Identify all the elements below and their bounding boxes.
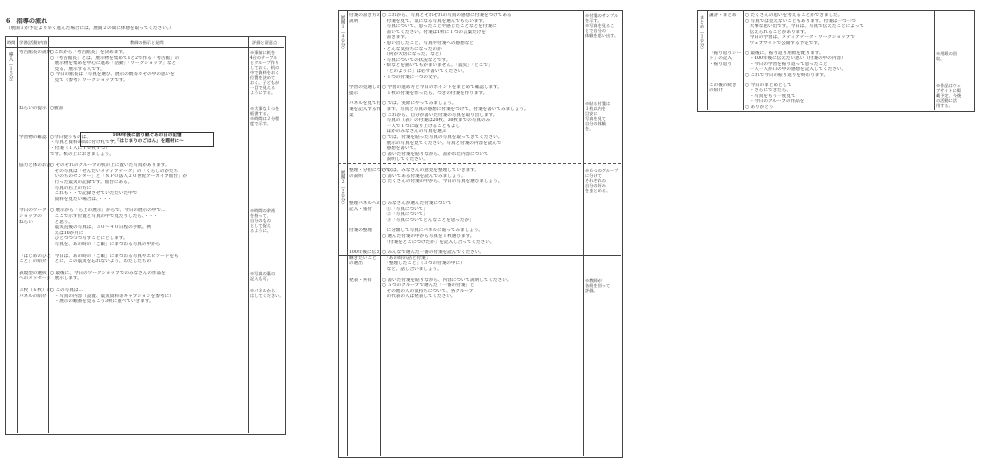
row-note: ※教師が <box>585 277 602 283</box>
row-instruction: 展示します。 <box>50 276 82 282</box>
row-note: それぞれの <box>585 178 606 183</box>
row-instruction: ○ ５つのグループで選んだ「一番の付箋」と <box>382 283 475 289</box>
row-instruction: ①「写真について」 <box>382 206 428 212</box>
row-note: に分けて <box>585 173 602 178</box>
row-instruction: ③「写真についてどんなことを思ったか」 <box>382 217 474 223</box>
row-note: 自分のもの <box>250 218 271 224</box>
page-3 <box>667 0 1001 473</box>
row-instruction: 見る、展示する人です。 <box>50 66 105 72</box>
row-content: 考古館長の説明 <box>19 50 52 55</box>
row-instruction: 感想を書いて。 <box>382 146 419 152</box>
row-instruction: ○ この写真は… <box>50 288 84 293</box>
row-note: 載予定、今後 <box>936 92 962 98</box>
row-instruction: です。机の上におきましょう。 <box>50 151 114 157</box>
row-note: ブサイトに掲 <box>936 87 961 93</box>
row-instruction: とに、この震災を忘れないよう、わたしたちの <box>50 259 152 265</box>
row-content: 箋を記入する作 <box>349 107 382 112</box>
row-instruction: 展示物を集めを中心に進め「活動」「ワークショップ」など <box>50 61 177 67</box>
row-instruction: ・写真の内容（設置、震災資料等キャプションを参考に） <box>50 293 174 299</box>
row-note: ※時間は２分程 <box>250 116 280 122</box>
row-content: の紹介 <box>709 88 723 94</box>
row-note: として捉え <box>250 223 271 229</box>
col-line <box>743 10 744 110</box>
row-content: ショップの <box>19 214 42 219</box>
row-note: 自分の好み <box>585 183 606 188</box>
row-instruction: ○ 書いた付箋を貼りながら、内容について説明してください。 <box>382 277 512 283</box>
row-divider <box>338 163 621 164</box>
row-instruction: ○ 今日のまとめとして <box>745 82 792 88</box>
row-instruction: ○ ありがとう <box>745 105 774 110</box>
row-instruction: ・どんな気持ちになったのか <box>382 46 442 52</box>
row-content: 発表・共有 <box>349 277 372 283</box>
row-content: こと」の紹介 <box>19 259 47 265</box>
row-content: 「振り返りシー <box>709 50 742 56</box>
row-content: 付箋の書き方の <box>349 13 382 18</box>
row-content: 講評・まとめ <box>709 13 737 18</box>
section-label: 展開１（４０分） <box>340 15 345 52</box>
row-instruction: ○ 次は、みなさんの意見を整理していきます。 <box>382 168 479 173</box>
row-content: 「はじめのひと <box>19 253 52 259</box>
row-content: 今日のワーク <box>19 208 47 214</box>
row-content: 業 <box>349 112 354 118</box>
row-instruction: 写真について、思ったことや感じたことなどを付箋に <box>382 24 497 30</box>
row-instruction: 見て（参考）ワークショップです。 <box>50 78 128 83</box>
row-note: ※事前に机を <box>250 50 276 55</box>
row-content: ・振り返り <box>709 61 732 67</box>
row-content: 学習の見通しの <box>349 85 382 91</box>
row-note: ３枚以内を <box>585 106 606 112</box>
row-content: ねらい <box>19 219 33 225</box>
row-instruction: ・展示の順番を見るこう3枚に並べていきます。 <box>50 299 154 305</box>
row-content: 付箋の整理 <box>349 228 372 234</box>
header-content: 学習(活動)内容 <box>19 40 48 45</box>
row-note: 位置を決めて <box>250 75 276 80</box>
row-content: パネルの紹介 <box>19 293 47 299</box>
row-instruction: ○ では、実際にやってみましょう。 <box>382 101 457 107</box>
row-content: 記入・張付 <box>349 206 372 212</box>
row-instruction: ○ 選んだ付箋の中から写真を１枚選びます。 <box>382 234 475 239</box>
row-note: ※大事な１つを <box>250 106 280 112</box>
row-instruction: 伝えられることがあります。 <box>745 29 809 35</box>
row-content: の説明 <box>349 173 363 179</box>
row-instruction: ウェブサイトで公開する予定です。 <box>745 41 823 46</box>
lesson-title-line1: 100年後に語り継ぐあの日の記憶 <box>112 133 182 138</box>
row-instruction: 写真の（表）の付箋は20枚、30枚までの写真のみ <box>382 118 491 124</box>
row-note: 収。 <box>936 55 945 61</box>
row-note: 用する。 <box>936 102 953 108</box>
row-instruction: 今日の学習は、メディアテーク・ワークショップで <box>745 35 855 41</box>
row-instruction: 今日は、あの時の「ご飯」にまつわる写真やエピソードをも <box>50 253 179 259</box>
row-note: 記入も可。 <box>250 275 271 281</box>
row-instruction: ○ 最後に、振り返り用紙を配ります。 <box>745 50 824 56</box>
row-instruction: 説明してください。 <box>382 157 428 163</box>
row-note: ※写真を見るこ <box>585 23 615 28</box>
row-note: ※貼る付箋は <box>585 101 611 107</box>
row-instruction: 資料を見たい場合は、・・・ <box>50 196 113 202</box>
row-instruction: ・思い出したこと、写真や付箋への感想など <box>382 41 474 46</box>
row-note: 4台のテーブル <box>250 55 278 60</box>
row-instruction: 「整理したこと」（３つの付箋の中に） <box>382 261 465 267</box>
row-note: 評価。 <box>585 287 598 293</box>
row-instruction: えば10か月に <box>50 230 84 236</box>
row-instruction: これも・・で記録させていただいた中で <box>50 191 138 197</box>
col-line <box>583 10 584 456</box>
row-content: 継ぎたいこと <box>349 255 377 261</box>
section-intro-label: 導入（１５分） <box>8 52 13 85</box>
row-note: とで自分の <box>585 28 606 33</box>
row-note: るように。 <box>250 228 271 234</box>
row-note: の活動に活 <box>936 97 957 103</box>
page-1 <box>0 0 333 473</box>
row-note: 自分の体験 <box>585 121 606 127</box>
row-instruction: ○ そのそれのグループの机の上に置いた写真があります。 <box>50 163 170 169</box>
row-instruction: ○ みんなで選んだ一番の付箋を読んでください。 <box>382 250 484 256</box>
row-note: しておく。机の <box>250 65 280 70</box>
row-instruction: ・付箋（１人に１０枚ずつ） <box>50 146 110 151</box>
header-instruction: 教師の指示と発問 <box>130 40 164 45</box>
row-note: 一目で見える <box>250 85 276 90</box>
row-instruction: ・今日の学習を振り返って思ったこと <box>745 61 828 67</box>
col-line <box>707 10 708 110</box>
row-instruction: ○ 写真では見えないこともあります。付箋は一つ一つ <box>745 18 856 24</box>
row-instruction: ○ 書いてある付箋を読んでみましょう。 <box>382 173 466 179</box>
row-instruction: 一人一人が口の中の感想を記入してください。 <box>745 67 847 73</box>
row-instruction: ・写真をもう一度見て <box>745 93 796 99</box>
row-instruction: ○「考古館長」とは、展示物を集めて1と2で作る「考古館」の <box>50 55 180 61</box>
row-instruction: と思う。 <box>50 219 73 225</box>
row-note: 中で資料をおく <box>250 70 280 75</box>
row-instruction: 書いてください。付箋は1枚に１つの言葉だけを <box>382 29 486 35</box>
row-note: を示す。 <box>585 18 602 23</box>
row-instruction: その他の人の気持ちについて、各グループ <box>382 288 474 294</box>
row-content: 100年後に伝え <box>349 250 381 256</box>
header-note: 評価と留意点 <box>252 40 278 45</box>
row-instruction: ○ 最後に、今日のワークショップでのみなさんの作品を <box>50 270 166 276</box>
row-content: 説明 <box>349 18 359 24</box>
row-instruction: ・今日のグループの作品を <box>745 99 805 105</box>
row-content: の選出 <box>349 261 363 267</box>
row-instruction: ・100年後に伝えたい思い（付箋の中の内容） <box>745 56 846 62</box>
lesson-title-line2: ～「はじまりのごはん」を題材に～ <box>110 139 184 144</box>
row-instruction: ここで示す位置と写真の中で見たりしたら、・・・ <box>50 214 158 219</box>
row-instruction: 展示の写真を見てください。写真と付箋の内容を読んで <box>382 140 502 146</box>
row-note: ※６つのグループ <box>585 168 619 173</box>
row-note: ※パネルから <box>250 288 276 293</box>
lesson-title-box <box>80 132 214 147</box>
row-content: ねらいの提示 <box>19 106 47 112</box>
row-instruction: ○ 書いた付箋を貼りながら、書かれた内容について <box>382 151 489 157</box>
row-note: 写真を見て <box>585 116 606 122</box>
row-instruction: ○ これから、自分が書いた付箋の写真を取り出します。 <box>382 112 498 118</box>
row-note: 目安に <box>585 111 598 117</box>
row-instruction: ・写真と資料の間に付け札です。 <box>50 140 119 146</box>
row-content: 協力と体のお話 <box>19 163 52 169</box>
row-instruction: 一人で１つに取り上げることもよし <box>382 123 461 129</box>
row-instruction: 大事な思い出です。今日は、写真で伝えたことによって <box>745 24 865 30</box>
row-instruction: ○これから「考古館長」を決めます。 <box>50 50 128 55</box>
row-instruction: その写真は「せんだいメディアテーク」の「くらしのかたち <box>50 168 179 174</box>
col-line <box>347 10 348 456</box>
row-note: 各班を回って <box>585 282 611 288</box>
row-note: ※付箋のサンプル <box>585 13 619 18</box>
row-note: を。 <box>585 126 594 132</box>
row-instruction: ○ たくさんの付箋の中から、今日の写真を選びましょう。 <box>382 179 503 185</box>
row-instruction: ○ 学習の進め方と今日のポイントをまとめて確認します。 <box>382 85 502 91</box>
row-instruction: 「あの時の話と付箋」 <box>382 255 431 261</box>
row-instruction: ○ たくさんの思いを考えることができました。 <box>745 13 843 18</box>
row-note: 板書する。 <box>250 111 271 117</box>
row-instruction: ○ では、付箋を貼った写真の写真を取ってきてください。 <box>382 135 503 140</box>
col-line <box>248 36 249 433</box>
row-note: はしてください。 <box>250 293 284 298</box>
row-instruction: ・１つの付箋に一つの文字。 <box>382 74 442 80</box>
row-instruction: 「どのように」は必ず書いてください。 <box>382 69 467 74</box>
header-time: 時間 <box>7 40 16 45</box>
row-note: とグループ作り <box>250 60 279 65</box>
row-instruction: 写真を、あの時の「ご飯」にまつわる写真の中から <box>50 242 161 247</box>
section-subheading: （展開１が予定より早く進んだ場合には、展開２の間に休憩を取ってください。） <box>6 26 174 31</box>
row-instruction: ひとつつづつ写すことにとします。 <box>50 236 128 242</box>
row-instruction: ○ これで今日の振り返りを終わります。 <box>745 73 829 78</box>
row-instruction: （何が大切になった、など） <box>382 52 445 58</box>
row-content: 提示 <box>349 90 359 96</box>
row-instruction: ○板書 <box>50 106 64 112</box>
row-instruction: ○ これから、写真とそれぞれの写真の感想に付箋をつけてある <box>382 13 512 18</box>
row-instruction: １枚の付箋を作ったら、つぎの付箋を作ります。 <box>382 90 488 96</box>
row-instruction: 震災直後の写真は、３０〜４０日程の手紙。例 <box>50 225 152 231</box>
col-line <box>934 10 935 110</box>
row-instruction: ○今日使うものは、 <box>50 134 91 140</box>
row-instruction: ○ 展示から「ら上の展示」からで、今日の展示の中で… <box>50 208 166 214</box>
row-instruction: に分類して写真にパネルに貼ってみましょう。 <box>382 228 484 234</box>
row-instruction: 書きます。 <box>382 35 410 41</box>
row-instruction: ・さらにできたら、 <box>745 88 791 94</box>
row-note: を持って、 <box>250 213 271 219</box>
header-divider <box>5 47 284 48</box>
row-instruction: ほかのみなさんの写真を選ぶ <box>382 129 447 135</box>
row-instruction: 写真の右上の方に <box>50 185 92 191</box>
row-instruction: ・写真についての状況などです。 <box>382 57 451 63</box>
row-instruction: ○ みなさんが選んだ付箋について <box>382 201 452 206</box>
row-content: 学習物の確認 <box>19 134 47 140</box>
row-content: ３枚（６枚）の <box>19 288 52 293</box>
row-content: ト」の記入 <box>709 56 732 62</box>
row-instruction: など、話し合いましょう。 <box>382 267 442 272</box>
row-instruction: ・絵などを描いてもかまいません。「震災」「どこで」 <box>382 63 493 69</box>
row-note: 体験を思い出す。 <box>585 33 619 38</box>
col-line <box>380 10 381 456</box>
row-note: おく。子どもが <box>250 80 280 85</box>
row-content: 表現型の選択 <box>19 270 47 276</box>
row-instruction: の代表の人は発表してください。 <box>382 294 456 300</box>
row-instruction: いのちのセンター」と「ＮＰＯ法人２０世紀アーカイブ仙台」が <box>50 174 188 180</box>
row-content: 整理パネルへの <box>349 201 382 206</box>
row-note: ようにする。 <box>250 90 276 95</box>
page-2 <box>333 0 667 473</box>
row-instruction: 行った震災の記録です。仙台にある。 <box>50 180 133 185</box>
row-content: パネルを見て付 <box>349 101 382 107</box>
row-note: ※用紙の回 <box>936 50 957 56</box>
row-note: ※写真の裏の <box>250 270 276 276</box>
row-instruction: ②「写真について」 <box>382 212 428 218</box>
col-line <box>17 36 18 433</box>
row-note: ※作品はウェ <box>936 82 961 88</box>
row-content: へのメッセージ <box>19 276 51 282</box>
col-line <box>48 36 49 433</box>
section-label: 展開２（２０分） <box>340 170 345 207</box>
row-note: 度で示す。 <box>250 121 271 127</box>
row-instruction: 「付箋をどこにつけたか」を記入し合ってください。 <box>382 239 495 245</box>
row-note: ※時間の余裕 <box>250 208 276 214</box>
row-note: をまとめる。 <box>585 188 611 193</box>
row-instruction: ○ 今日の館長は「写真を選び、展示の数等々その中の思いを <box>50 72 175 78</box>
row-instruction: まず、写真と写真の感想に付箋をつけて、付箋を書いてみましょう。 <box>382 107 529 112</box>
row-content: この後の続き <box>709 82 737 88</box>
row-content: 整理・分担について <box>349 168 391 173</box>
row-instruction: 付箋を見て、気になる写真を選んでもらいます。 <box>382 18 488 24</box>
section-label: まとめ（１０分） <box>699 15 704 52</box>
section-heading: 6 指導の流れ <box>6 18 48 25</box>
